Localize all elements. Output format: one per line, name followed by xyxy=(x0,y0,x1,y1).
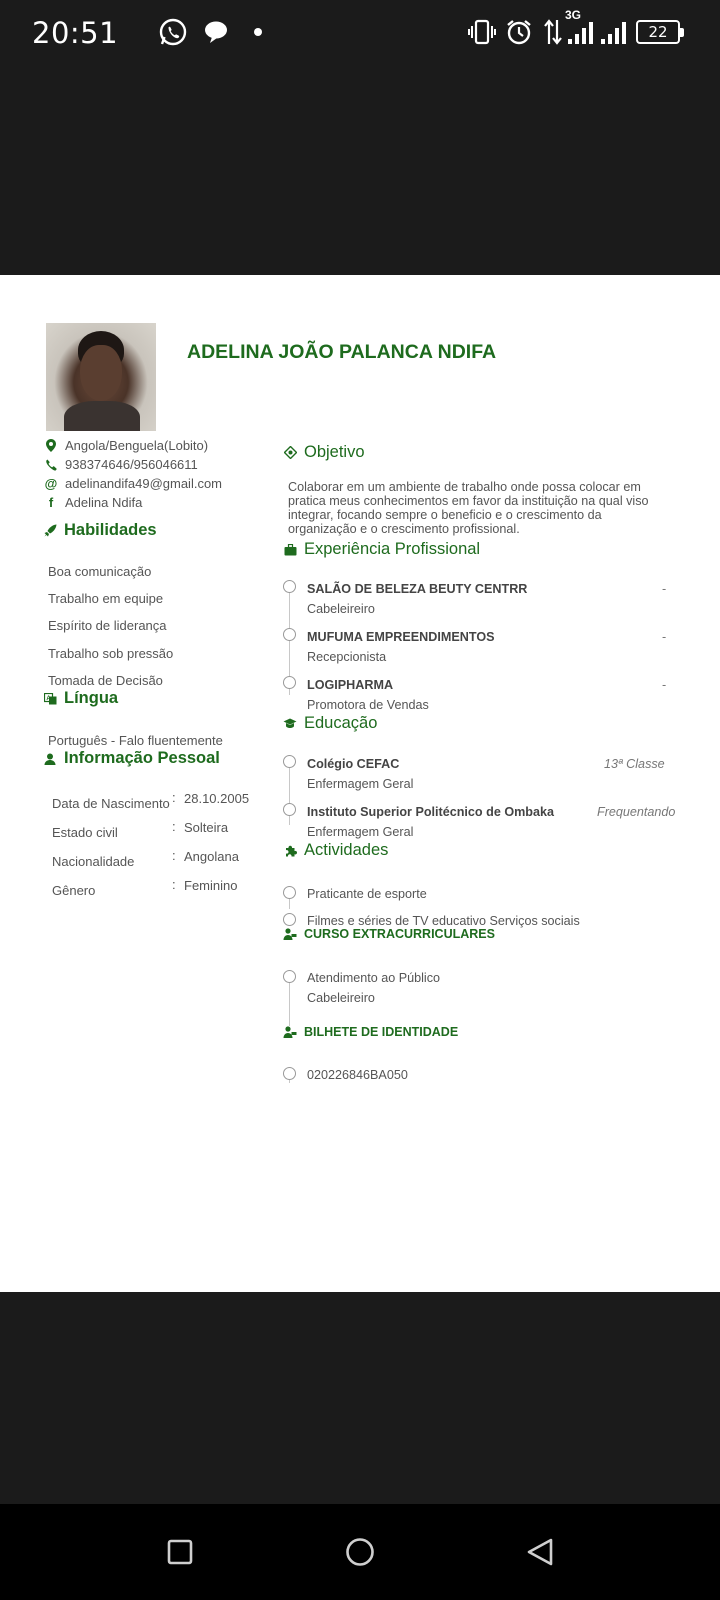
at-sign-icon: @ xyxy=(44,476,58,491)
vibrate-icon xyxy=(468,16,496,48)
activities-heading: Actividades xyxy=(283,841,388,860)
objective-text: Colaborar em um ambiente de trabalho onde possa colocar em pratica meus conhecimentos em favor da instituição na qual viso integrar, focando sempre o beneficio e o crescimento da organização e o crescimento profissional. xyxy=(288,480,649,536)
timeline-node xyxy=(283,628,296,641)
personal-label: Nacionalidade xyxy=(52,854,135,869)
experience-role: Promotora de Vendas xyxy=(307,698,429,712)
alarm-icon xyxy=(505,16,533,48)
status-bar xyxy=(0,0,720,64)
education-title: Instituto Superior Politécnico de Ombaka xyxy=(307,805,555,819)
skill-item: Trabalho sob pressão xyxy=(48,646,174,661)
puzzle-icon xyxy=(283,844,297,857)
person-icon xyxy=(43,753,57,765)
id-card-heading: BILHETE DE IDENTIDADE xyxy=(283,1025,458,1039)
target-icon xyxy=(283,446,297,459)
rocket-icon xyxy=(43,524,57,537)
contact-email-text: adelinandifa49@gmail.com xyxy=(65,476,223,491)
facebook-icon: f xyxy=(48,495,54,510)
education-course: Enfermagem Geral xyxy=(307,777,414,791)
timeline-node xyxy=(283,913,296,926)
personal-colon: : xyxy=(172,819,176,834)
education-status: Frequentando xyxy=(597,805,676,819)
personal-label: Estado civil xyxy=(52,825,118,840)
battery-level: 22 xyxy=(648,23,668,41)
activity-item: Filmes e séries de TV educativo Serviços sociais xyxy=(307,914,580,928)
timeline-node xyxy=(283,580,296,593)
translate-icon xyxy=(43,693,57,705)
education-level: 13ª Classe xyxy=(604,757,665,771)
experience-date: - xyxy=(662,582,667,596)
personal-colon: : xyxy=(172,877,176,892)
experience-title: SALÃO DE BELEZA BEUTY CENTRR xyxy=(307,582,528,596)
course-item: Cabeleireiro xyxy=(307,991,375,1005)
navigation-bar xyxy=(0,1504,720,1600)
graduation-cap-icon xyxy=(283,718,297,729)
experience-title: MUFUMA EMPREENDIMENTOS xyxy=(307,630,495,644)
svg-text:A: A xyxy=(45,695,51,702)
recents-square-icon[interactable] xyxy=(162,1534,198,1570)
contact-facebook xyxy=(45,495,142,510)
phone-icon xyxy=(45,459,57,471)
skills-heading: Habilidades xyxy=(43,521,157,540)
language-heading: A Língua xyxy=(43,689,118,708)
personal-colon: : xyxy=(172,790,176,805)
timeline-node xyxy=(283,755,296,768)
experience-date: - xyxy=(662,678,667,692)
language-item: Português - Falo fluentemente xyxy=(48,733,223,748)
objective-heading: Objetivo xyxy=(283,443,365,462)
experience-role: Recepcionista xyxy=(307,650,387,664)
location-pin-icon xyxy=(45,439,57,452)
timeline-node xyxy=(283,886,296,899)
person-teacher-icon xyxy=(283,928,297,940)
experience-date: - xyxy=(662,630,667,644)
briefcase-icon xyxy=(283,544,297,556)
dot-icon xyxy=(253,16,263,48)
experience-title: LOGIPHARMA xyxy=(307,678,394,692)
whatsapp-icon xyxy=(158,16,188,48)
cv-name: ADELINA JOÃO PALANCA NDIFA xyxy=(187,341,497,363)
personal-colon: : xyxy=(172,848,176,863)
personal-value: Solteira xyxy=(184,820,229,835)
skill-item: Boa comunicação xyxy=(48,564,152,579)
skill-item: Espírito de liderança xyxy=(48,618,167,633)
contact-phone-text: 938374646/956046611 xyxy=(65,457,198,472)
personal-info-heading: Informação Pessoal xyxy=(43,749,220,768)
cv-document[interactable] xyxy=(0,275,720,1292)
course-item: Atendimento ao Público xyxy=(307,971,441,985)
personal-value: Angolana xyxy=(184,849,239,864)
contact-location-text: Angola/Benguela(Lobito) xyxy=(65,438,209,453)
contact-phone xyxy=(45,457,198,472)
contact-facebook-text: Adelina Ndifa xyxy=(65,495,143,510)
personal-label: Gênero xyxy=(52,883,96,898)
contact-location xyxy=(45,438,208,453)
timeline-node xyxy=(283,1067,296,1080)
timeline-node xyxy=(283,803,296,816)
activity-item: Praticante de esporte xyxy=(307,887,427,901)
courses-heading: CURSO EXTRACURRICULARES xyxy=(283,927,495,941)
timeline-node xyxy=(283,676,296,689)
back-triangle-icon[interactable] xyxy=(522,1534,558,1570)
personal-value: 28.10.2005 xyxy=(184,791,250,806)
skill-item: Trabalho em equipe xyxy=(48,591,164,606)
contact-email xyxy=(45,476,222,491)
education-title: Colégio CEFAC xyxy=(307,757,400,771)
personal-label: Data de Nascimento xyxy=(52,796,170,811)
chat-bubble-icon xyxy=(203,16,229,48)
network-type-label: 3G xyxy=(565,8,582,22)
person-card-icon xyxy=(283,1026,297,1038)
signal-strength-icon xyxy=(568,16,632,48)
profile-photo xyxy=(46,323,156,431)
home-circle-icon[interactable] xyxy=(342,1534,378,1570)
data-transfer-icon xyxy=(543,16,563,48)
battery-icon xyxy=(636,16,680,48)
timeline-node xyxy=(283,970,296,983)
education-heading: Educação xyxy=(283,714,377,733)
skill-item: Tomada de Decisão xyxy=(48,673,163,688)
personal-value: Feminino xyxy=(184,878,238,893)
status-time: 20:51 xyxy=(32,16,119,50)
experience-role: Cabeleireiro xyxy=(307,602,375,616)
education-course: Enfermagem Geral xyxy=(307,825,414,839)
experience-heading: Experiência Profissional xyxy=(283,540,480,559)
id-card-number: 020226846BA050 xyxy=(307,1068,408,1082)
